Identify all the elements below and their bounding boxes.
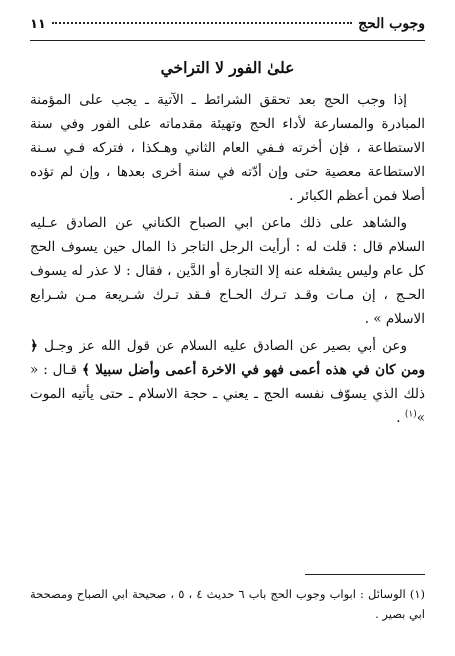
body-text [30, 88, 425, 433]
paragraph-abu-basir [30, 334, 425, 430]
running-header [30, 16, 425, 32]
section-heading: علىٰ الفور لا التراخي [160, 58, 295, 77]
footnote-marker: (١) [404, 409, 417, 420]
footnote-rule [305, 574, 425, 575]
page-number: ١١ [30, 17, 46, 32]
footnote: (١) الوسائل : ابواب وجوب الحج باب ٦ حديث ٤ ، ٥ ، صحيحة ابي الصباح ومصححة ابي بصير . [30, 587, 425, 621]
paragraph-evidence: والشاهد على ذلك ماعن ابي الصباح الكناني عن الصادق عـليه السلام قال : قلت له : أرأيت الرجل التاجر ذا المال حين يسوف الحج كل عام وليس يشغله عنه إلا التجارة أو الدَّين ، فقال : لا عذر له يسوف الحـج ، إن مـات وقـد تـرك الحـاج فـقد تـرك شـريعة مـن شـرايع الاسلام » . [30, 215, 425, 327]
paragraph-abu-basir-quote: قـال : « ذلك الذي يسوّف نفسه الحج ـ يعني ـ حجة الاسلام ـ حتى يأتيه الموت » [30, 362, 425, 426]
header-rule [30, 40, 425, 41]
paragraph-abu-basir-intro: وعن أبي بصير عن الصادق عليه السلام عن قول الله عز وجـل [44, 338, 407, 354]
quran-verse: ﴿ ومن كان في هذه أعمى فهو في الاخرة أعمى وأضل سبيلا ﴾ [30, 338, 425, 378]
header-dot-leader [52, 22, 352, 24]
paragraph-obligation: إذا وجب الحج بعد تحقق الشرائط ـ الآتية ـ يجب على المؤمنة المبادرة والمسارعة لأداء الحج وتهيئة مقدماته على الفور وفي سنة الاستطاعة ، فإن أخرته فـفي العام الثاني وهـكذا ، فتركه فـي سـنة الاستطاعة معصية حتى وإن أدّته في سنة أخرى بعدها ، وإن لم تؤده أصلا فمن أعظم الكبائر . [30, 92, 425, 204]
header-title: وجوب الحج [358, 16, 425, 32]
paragraph-abu-basir-end: . [396, 410, 405, 426]
